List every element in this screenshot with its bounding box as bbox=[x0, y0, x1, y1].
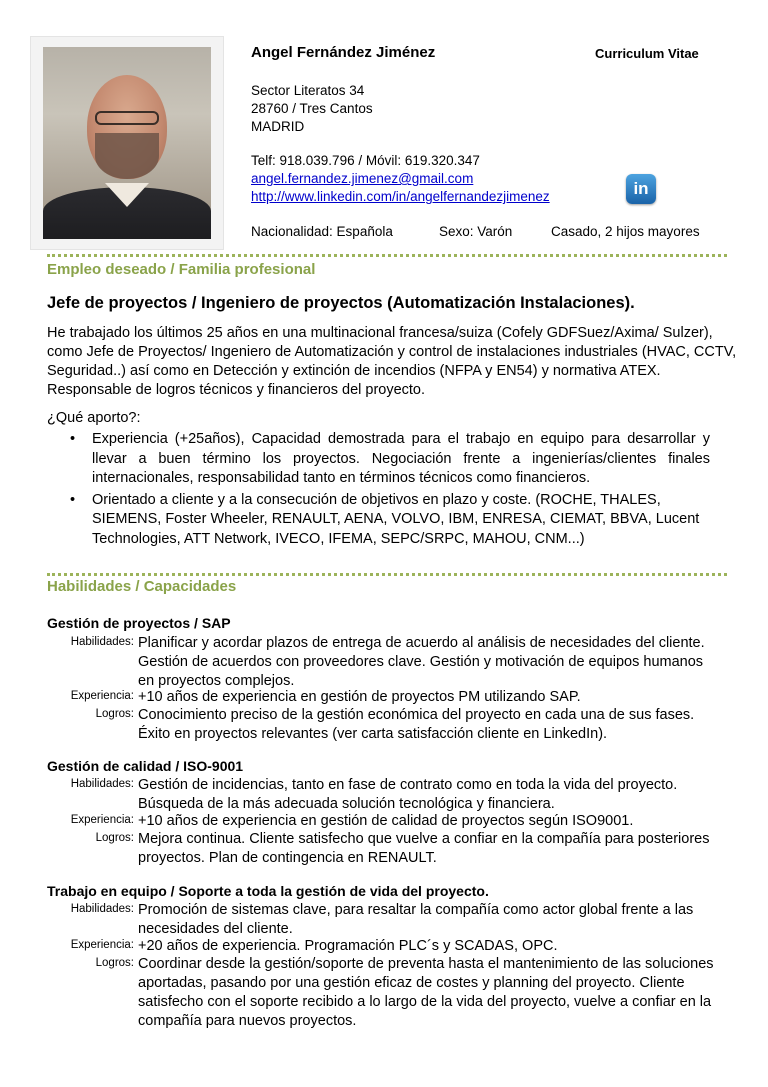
email-link[interactable]: angel.fernandez.jimenez@gmail.com bbox=[251, 171, 474, 186]
list-item-text: Orientado a cliente y a la consecución de objetivos en plazo y coste. (ROCHE, THALES, SIEMENS, Foster Wheeler, RENAULT, AENA, VOLVO, IBM, ENRESA, CIEMAT, BBVA, Lucent Technologies, ATT Network, IVECO, IFEMA, SEPC/SRPC, MAHOU, CNM...) bbox=[92, 491, 700, 547]
job-title: Jefe de proyectos / Ingeniero de proyectos (Automatización Instalaciones). bbox=[47, 294, 635, 312]
linkedin-link[interactable]: http://www.linkedin.com/in/angelfernandezjimenez bbox=[251, 189, 550, 204]
skills-text: Gestión de incidencias, tanto en fase de contrato como en toda la vida del proyecto. Búsqueda de la más adecuada solución tecnológica y financiera. bbox=[138, 777, 678, 812]
document-type: Curriculum Vitae bbox=[595, 46, 699, 61]
achievements-text: Mejora continua. Cliente satisfecho que vuelve a confiar en la compañía para posteriores proyectos. Plan de contingencia en RENAULT. bbox=[138, 831, 710, 866]
achievements-label: Logros: bbox=[95, 957, 134, 969]
candidate-name: Angel Fernández Jiménez bbox=[251, 44, 436, 61]
achievements-label: Logros: bbox=[95, 708, 134, 720]
skill-group-heading: Gestión de proyectos / SAP bbox=[47, 615, 231, 631]
section-title-desired-job: Empleo deseado / Familia profesional bbox=[47, 261, 316, 278]
nationality-text: Nacionalidad: Española bbox=[251, 224, 393, 239]
bullet-icon: • bbox=[70, 491, 76, 508]
section-divider bbox=[47, 254, 727, 257]
photo-glasses bbox=[95, 111, 159, 125]
skills-text: Promoción de sistemas clave, para resaltar la compañía como actor global frente a las necesidades del cliente. bbox=[138, 902, 694, 937]
bullet-icon: • bbox=[70, 431, 76, 447]
profile-photo bbox=[43, 47, 211, 239]
experience-label: Experiencia: bbox=[70, 814, 134, 826]
photo-beard bbox=[95, 133, 159, 179]
list-item bbox=[70, 430, 710, 489]
sex-text: Sexo: Varón bbox=[439, 224, 513, 239]
skill-group-heading: Trabajo en equipo / Soporte a toda la gestión de vida del proyecto. bbox=[47, 883, 489, 899]
address-block bbox=[251, 82, 373, 136]
contribution-question: ¿Qué aporto?: bbox=[47, 410, 141, 426]
list-item bbox=[70, 491, 710, 550]
skills-text: Planificar y acordar plazos de entrega de acuerdo al análisis de necesidades del cliente. Gestión de acuerdos con proveedores clave. Gestión y motivación de equipos humanos en proyectos complejos. bbox=[138, 635, 705, 689]
contact-block bbox=[251, 152, 550, 206]
address-region: MADRID bbox=[251, 119, 305, 134]
skills-label: Habilidades: bbox=[70, 903, 134, 915]
experience-label: Experiencia: bbox=[70, 690, 134, 702]
skills-label: Habilidades: bbox=[70, 778, 134, 790]
section-divider bbox=[47, 573, 727, 576]
address-city: 28760 / Tres Cantos bbox=[251, 101, 373, 116]
achievements-label: Logros: bbox=[95, 832, 134, 844]
list-item-text: Experiencia (+25años), Capacidad demostrada para el trabajo en equipo para desarrollar y llevar a buen término los proyectos. Negociación frente a ingenierías/clientes finales internacionales, responsabilidad tanto en términos técnicos como financieros. bbox=[92, 431, 710, 486]
section-title-skills: Habilidades / Capacidades bbox=[47, 578, 237, 595]
achievements-text: Coordinar desde la gestión/soporte de preventa hasta el mantenimiento de las soluciones aportadas, pasando por una gestión eficaz de costes y planning del proyecto. Cliente satisfecho con el soporte recibido a lo largo de la vida del proyecto, vuelve a confiar en la compañía para nuevos proyectos. bbox=[138, 956, 714, 1029]
experience-text: +10 años de experiencia en gestión de calidad de proyectos según ISO9001. bbox=[138, 813, 634, 829]
linkedin-icon[interactable]: in bbox=[626, 174, 656, 204]
experience-text: +20 años de experiencia. Programación PLC´s y SCADAS, OPC. bbox=[138, 938, 558, 954]
summary-paragraph: He trabajado los últimos 25 años en una multinacional francesa/suiza (Cofely GDFSuez/Axima/ Sulzer), como Jefe de Proyectos/ Ingeniero de Automatización y control de instalaciones industriales (HVAC, CCTV, Seguridad..) así como en Detección y extinción de incendios (NFPA y EN54) y normativa ATEX. Responsable de logros técnicos y financieros del proyecto. bbox=[47, 325, 737, 398]
skills-label: Habilidades: bbox=[70, 636, 134, 648]
experience-label: Experiencia: bbox=[70, 939, 134, 951]
skill-group-heading: Gestión de calidad / ISO-9001 bbox=[47, 758, 244, 774]
experience-text: +10 años de experiencia en gestión de proyectos PM utilizando SAP. bbox=[138, 689, 581, 705]
profile-photo-frame bbox=[30, 36, 224, 250]
marital-status-text: Casado, 2 hijos mayores bbox=[551, 224, 700, 239]
achievements-text: Conocimiento preciso de la gestión económica del proyecto en cada una de sus fases. Éxito en proyectos relevantes (ver carta satisfacción cliente en LinkedIn). bbox=[138, 707, 695, 742]
contribution-list bbox=[70, 430, 710, 551]
phone-text: Telf: 918.039.796 / Móvil: 619.320.347 bbox=[251, 153, 480, 168]
address-street: Sector Literatos 34 bbox=[251, 83, 365, 98]
